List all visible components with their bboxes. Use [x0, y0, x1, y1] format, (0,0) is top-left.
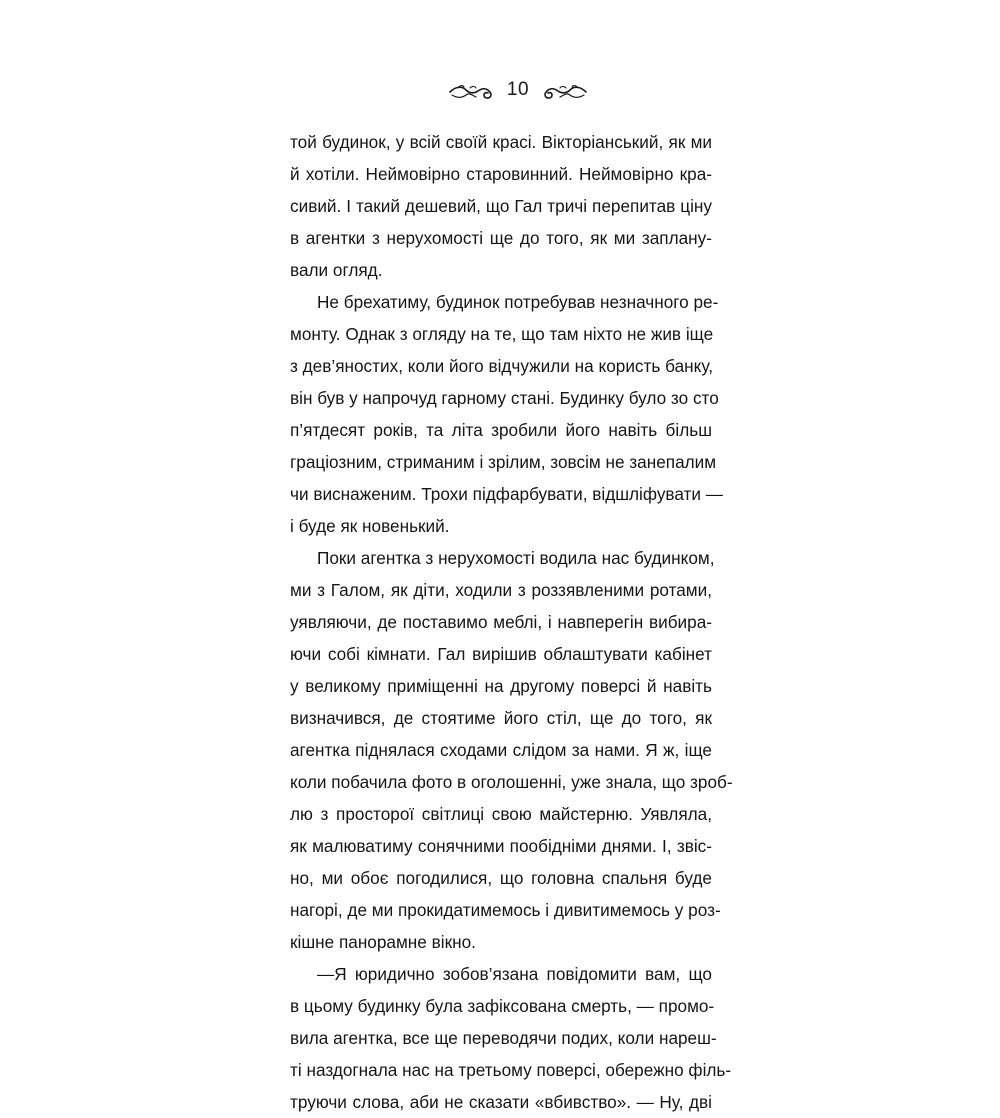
text-line: він був у напрочуд гарному стані. Будинку було зо сто: [290, 388, 719, 408]
text-line: ючи собі кімнати. Гал вирішив облаштувати кабінет: [290, 644, 712, 664]
page-header: [0, 76, 1000, 108]
text-line: з дев’яностих, коли його відчужили на користь банку,: [290, 356, 713, 376]
text-line: у великому приміщенні на другому поверсі й навіть: [290, 676, 712, 696]
text-line: в цьому будинку була зафіксована смерть, — промо-: [290, 996, 715, 1016]
text-line: уявляючи, де поставимо меблі, і навперегін вибира-: [290, 612, 712, 632]
text-line: граціозним, стриманим і зрілим, зовсім не занепалим: [290, 452, 717, 472]
text-line: лю з просторої світлиці свою майстерню. Уявляла,: [290, 804, 712, 824]
text-line: Не брехатиму, будинок потребував незначного ре-: [317, 292, 719, 312]
text-line: сивий. І такий дешевий, що Гал тричі перепитав ціну: [290, 196, 712, 216]
text-line: п’ятдесят років, та літа зробили його навіть більш: [290, 420, 712, 440]
text-line: чи виснаженим. Трохи підфарбувати, відшліфувати —: [290, 484, 723, 504]
body-text: [290, 126, 733, 1118]
text-line: в агентки з нерухомості ще до того, як ми заплану-: [290, 228, 712, 248]
text-line: монту. Однак з огляду на те, що там ніхто не жив іще: [290, 324, 714, 344]
text-line: нагорі, де ми прокидатимемось і дивитимемось у роз-: [290, 900, 721, 920]
left-flourish-ornament: [448, 82, 496, 102]
page-number: 10: [506, 79, 530, 100]
text-line: як малюватиму сонячними пообідніми днями. І, звіс-: [290, 836, 712, 856]
text-line: ті наздогнала нас на третьому поверсі, обережно філь-: [290, 1060, 732, 1080]
text-line: но, ми обоє погодилися, що головна спальня буде: [290, 868, 712, 888]
text-line: труючи слова, аби не сказати «вбивство». — Ну, дві: [290, 1092, 712, 1112]
text-line: Поки агентка з нерухомості водила нас будинком,: [317, 548, 715, 568]
text-line: ми з Галом, як діти, ходили з роззявленими ротами,: [290, 580, 712, 600]
text-line: вали огляд.: [290, 260, 383, 280]
text-line: —Я юридично зобов’язана повідомити вам, що: [317, 964, 712, 984]
text-line: той будинок, у всій своїй красі. Вікторіанський, як ми: [290, 132, 712, 152]
text-line: визначився, де стоятиме його стіл, ще до того, як: [290, 708, 712, 728]
text-line: кішне панорамне вікно.: [290, 932, 476, 952]
text-line: агентка піднялася сходами слідом за нами. Я ж, іще: [290, 740, 712, 760]
text-line: й хотіли. Неймовірно старовинний. Неймовірно кра-: [290, 164, 712, 184]
text-line: вила агентка, все ще переводячи подих, коли нареш-: [290, 1028, 717, 1048]
text-line: і буде як новенький.: [290, 516, 450, 536]
text-line: коли побачила фото в оголошенні, уже знала, що зроб-: [290, 772, 733, 792]
right-flourish-ornament: [540, 82, 588, 102]
